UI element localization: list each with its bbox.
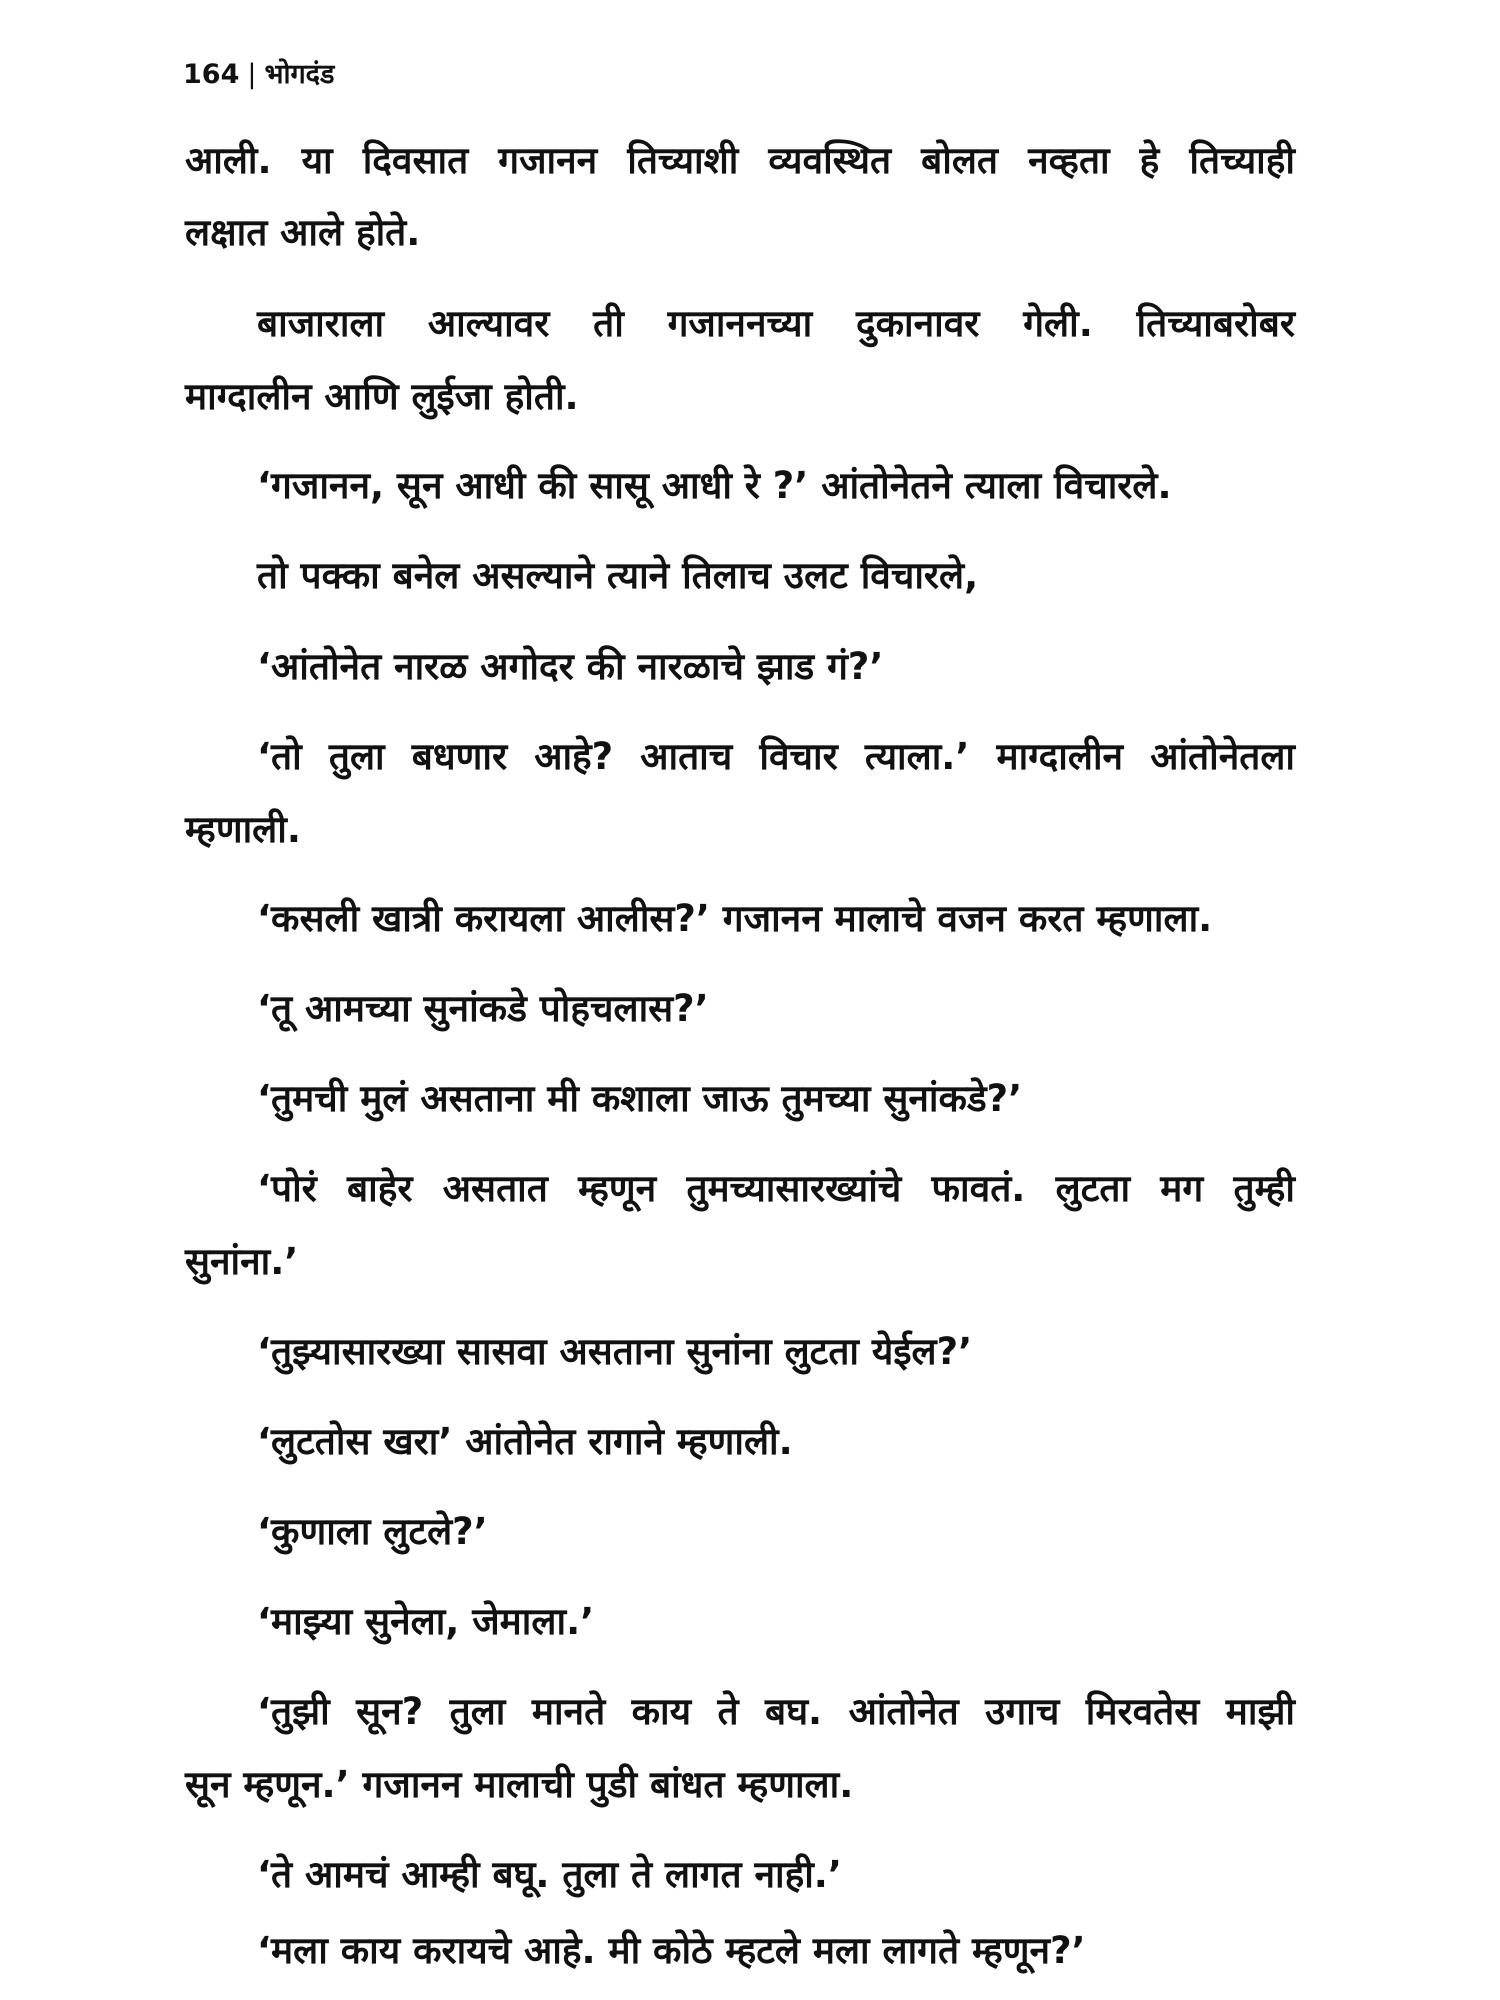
text-line: तो पक्का बनेल असल्याने त्याने तिलाच उलट विचारले,: [257, 554, 979, 597]
text-line: ‘तुझ्यासारख्या सासवा असताना सुनांना लुटता येईल?’: [257, 1330, 973, 1373]
running-head: [183, 54, 334, 91]
text-line: ‘गजानन, सून आधी की सासू आधी रे ?’ आंतोनेतने त्याला विचारले.: [257, 464, 1172, 507]
header-separator: |: [247, 59, 257, 90]
text-line: सून म्हणून.’ गजानन मालाची पुडी बांधत म्हणाला.: [185, 1763, 854, 1806]
page-number: 164: [183, 59, 240, 90]
text-line: ‘तो तुला बधणार आहे? आताच विचार त्याला.’ माग्दालीन आंतोनेतला: [257, 735, 1295, 778]
text-line: ‘पोरं बाहेर असतात म्हणून तुमच्यासारख्यांचे फावतं. लुटता मग तुम्ही: [257, 1167, 1295, 1210]
text-line: सुनांना.’: [185, 1240, 299, 1283]
text-line: माग्दालीन आणि लुईजा होती.: [185, 375, 579, 418]
text-line: ‘मला काय करायचे आहे. मी कोठे म्हटले मला लागते म्हणून?’: [257, 1929, 1086, 1972]
text-line: लक्षात आले होते.: [185, 211, 421, 254]
text-line: ‘ते आमचं आम्ही बघू. तुला ते लागत नाही.’: [257, 1853, 842, 1896]
text-line: ‘तुझी सून? तुला मानते काय ते बघ. आंतोनेत उगाच मिरवतेस माझी: [257, 1690, 1295, 1733]
text-line: ‘तुमची मुलं असताना मी कशाला जाऊ तुमच्या सुनांकडे?’: [257, 1077, 1023, 1120]
book-title: भोगदंड: [264, 59, 335, 90]
text-line: ‘तू आमच्या सुनांकडे पोहचलास?’: [257, 987, 709, 1030]
text-line: म्हणाली.: [185, 808, 301, 851]
text-line: आली. या दिवसात गजानन तिच्याशी व्यवस्थित बोलत नव्हता हे तिच्याही: [185, 139, 1295, 182]
text-line: ‘कसली खात्री करायला आलीस?’ गजानन मालाचे वजन करत म्हणाला.: [257, 897, 1213, 940]
text-line: ‘कुणाला लुटले?’: [257, 1510, 488, 1553]
text-line: ‘माझ्या सुनेला, जेमाला.’: [257, 1600, 595, 1643]
text-line: ‘आंतोनेत नारळ अगोदर की नारळाचे झाड गं?’: [257, 645, 884, 688]
text-line: ‘लुटतोस खरा’ आंतोनेत रागाने म्हणाली.: [257, 1420, 793, 1463]
text-line: बाजाराला आल्यावर ती गजाननच्या दुकानावर गेली. तिच्याबरोबर: [257, 302, 1295, 345]
